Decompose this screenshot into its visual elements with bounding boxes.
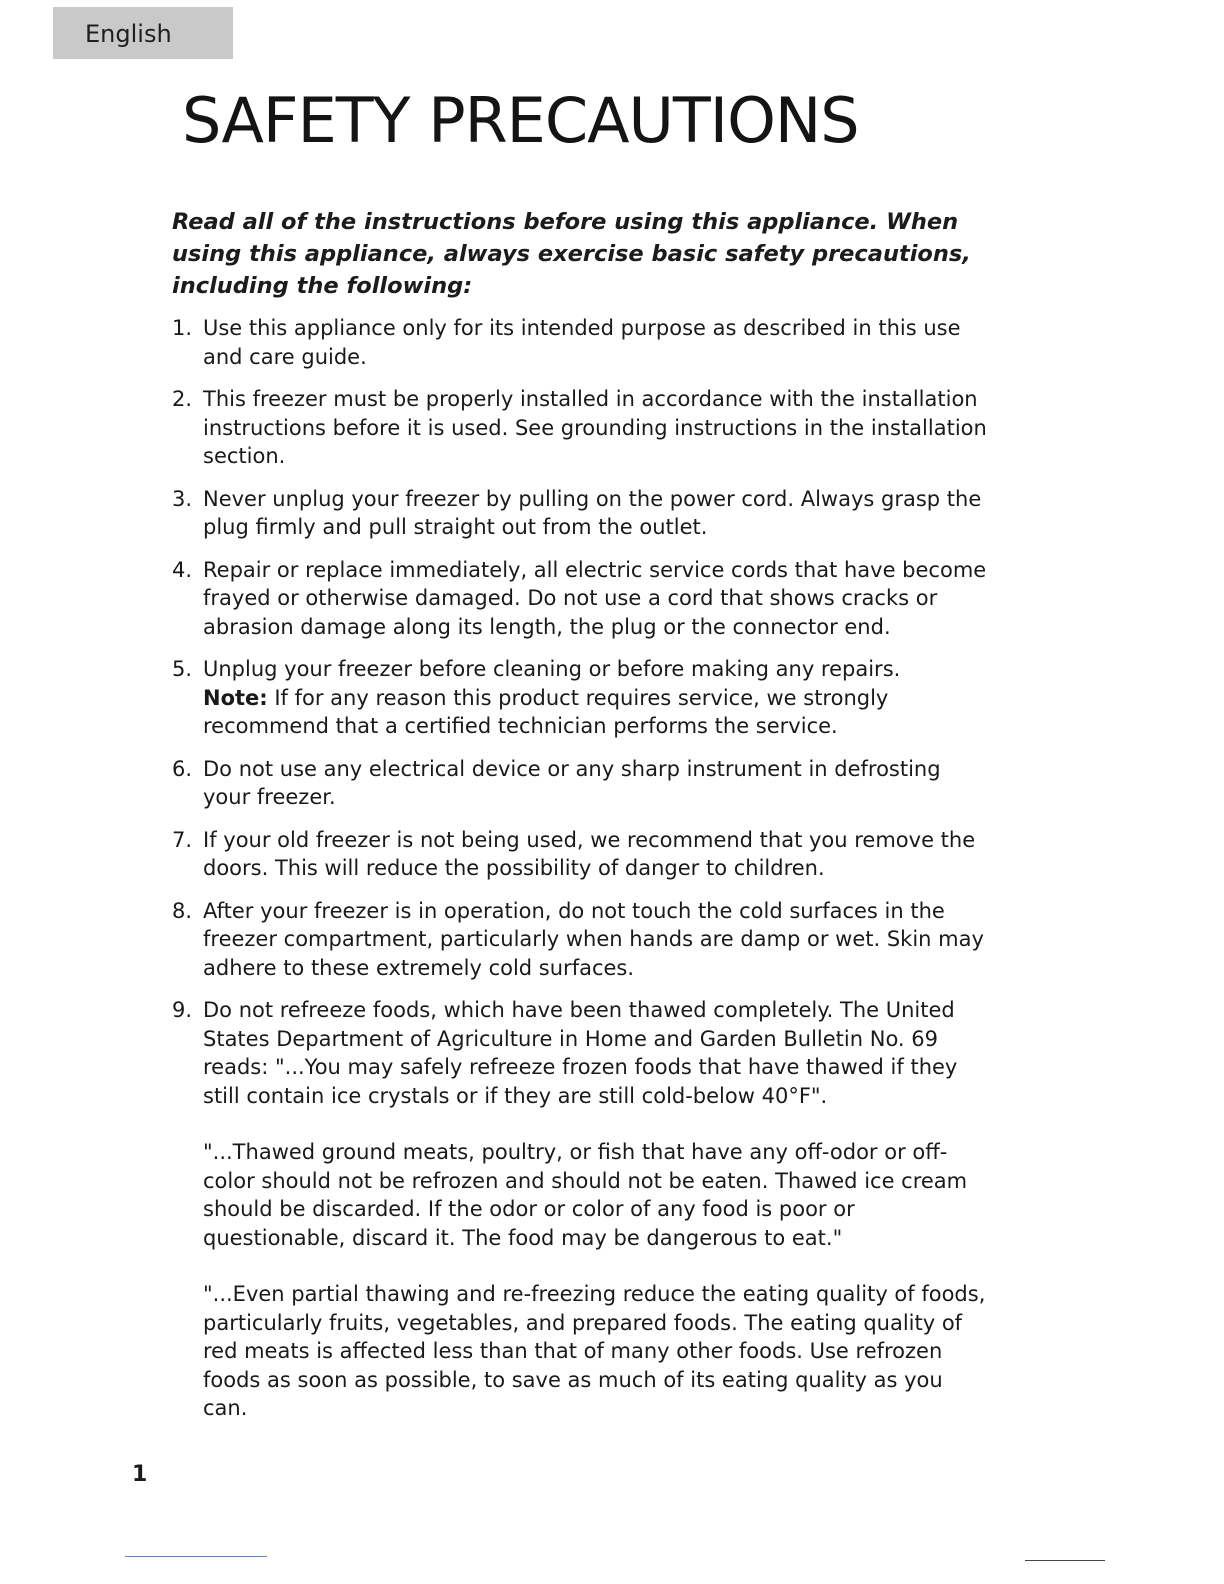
item-text: Use this appliance only for its intended purpose as described in this use and care guide. [203, 316, 961, 369]
safety-list [172, 314, 992, 1437]
item-number: 4. [172, 557, 193, 582]
item-text: This freezer must be properly installed in accordance with the installation instructions before it is used. See grounding instructions in the installation section. [203, 387, 987, 468]
item-text: Do not refreeze foods, which have been thawed completely. The United States Department of Agriculture in Home and Garden Bulletin No. 69 reads: "...You may safely refreeze frozen foods that have thawed if they still contain ice crystals or if they are still cold-below 40°F". [203, 998, 958, 1108]
item-text: Repair or replace immediately, all electric service cords that have become frayed or otherwise damaged. Do not use a cord that shows cracks or abrasion damage along its length, the plug or the connector end. [203, 557, 987, 639]
language-tab: English [53, 7, 233, 59]
list-item [172, 556, 992, 642]
item-text: After your freezer is in operation, do not touch the cold surfaces in the freezer compartment, particularly when hands are damp or wet. Skin may adhere to these extremely cold surfaces. [203, 898, 984, 980]
item-text: Unplug your freezer before cleaning or before making any repairs. [203, 657, 901, 681]
list-item [172, 655, 992, 741]
footer-divider [125, 1556, 267, 1557]
list-item [172, 897, 992, 983]
list-item [172, 755, 992, 812]
list-item [172, 485, 992, 542]
item-number: 7. [172, 827, 193, 852]
usda-quote: "...Thawed ground meats, poultry, or fish that have any off-odor or off-color should not be refrozen and should not be eaten. Thawed ice cream should be discarded. If the odor or color of any food is poor or questionable, discard it. The food may be dangerous to eat." [203, 1140, 968, 1250]
note-text: If for any reason this product requires service, we strongly recommend that a certified technician performs the service. [203, 685, 889, 738]
list-item [172, 996, 992, 1423]
footer-divider [1025, 1560, 1105, 1561]
list-item [172, 826, 992, 883]
item-text: If your old freezer is not being used, we recommend that you remove the doors. This will reduce the possibility of danger to children. [203, 827, 976, 880]
item-text: Never unplug your freezer by pulling on the power cord. Always grasp the plug firmly and pull straight out from the outlet. [203, 486, 982, 539]
note-label: Note: [203, 685, 268, 710]
item-number: 1. [172, 316, 193, 340]
item-number: 5. [172, 657, 193, 681]
usda-quote: "...Even partial thawing and re-freezing reduce the eating quality of foods, particularly fruits, vegetables, and prepared foods. The eating quality of red meats is affected less than that of many other foods. Use refrozen foods as soon as possible, to save as much of its eating quality as you can. [203, 1282, 986, 1420]
intro-paragraph: Read all of the instructions before using this appliance. When using this appliance, always exercise basic safety precautions, including the following: [172, 209, 971, 299]
list-item [172, 314, 992, 371]
item-text: Do not use any electrical device or any sharp instrument in defrosting your freezer. [203, 756, 941, 809]
item-number: 3. [172, 486, 193, 511]
page-title: SAFETY PRECAUTIONS [182, 84, 859, 157]
item-number: 9. [172, 998, 193, 1022]
item-number: 2. [172, 387, 193, 411]
page-number: 1 [132, 1462, 148, 1487]
list-item [172, 385, 992, 471]
item-number: 8. [172, 898, 193, 923]
item-number: 6. [172, 756, 193, 781]
